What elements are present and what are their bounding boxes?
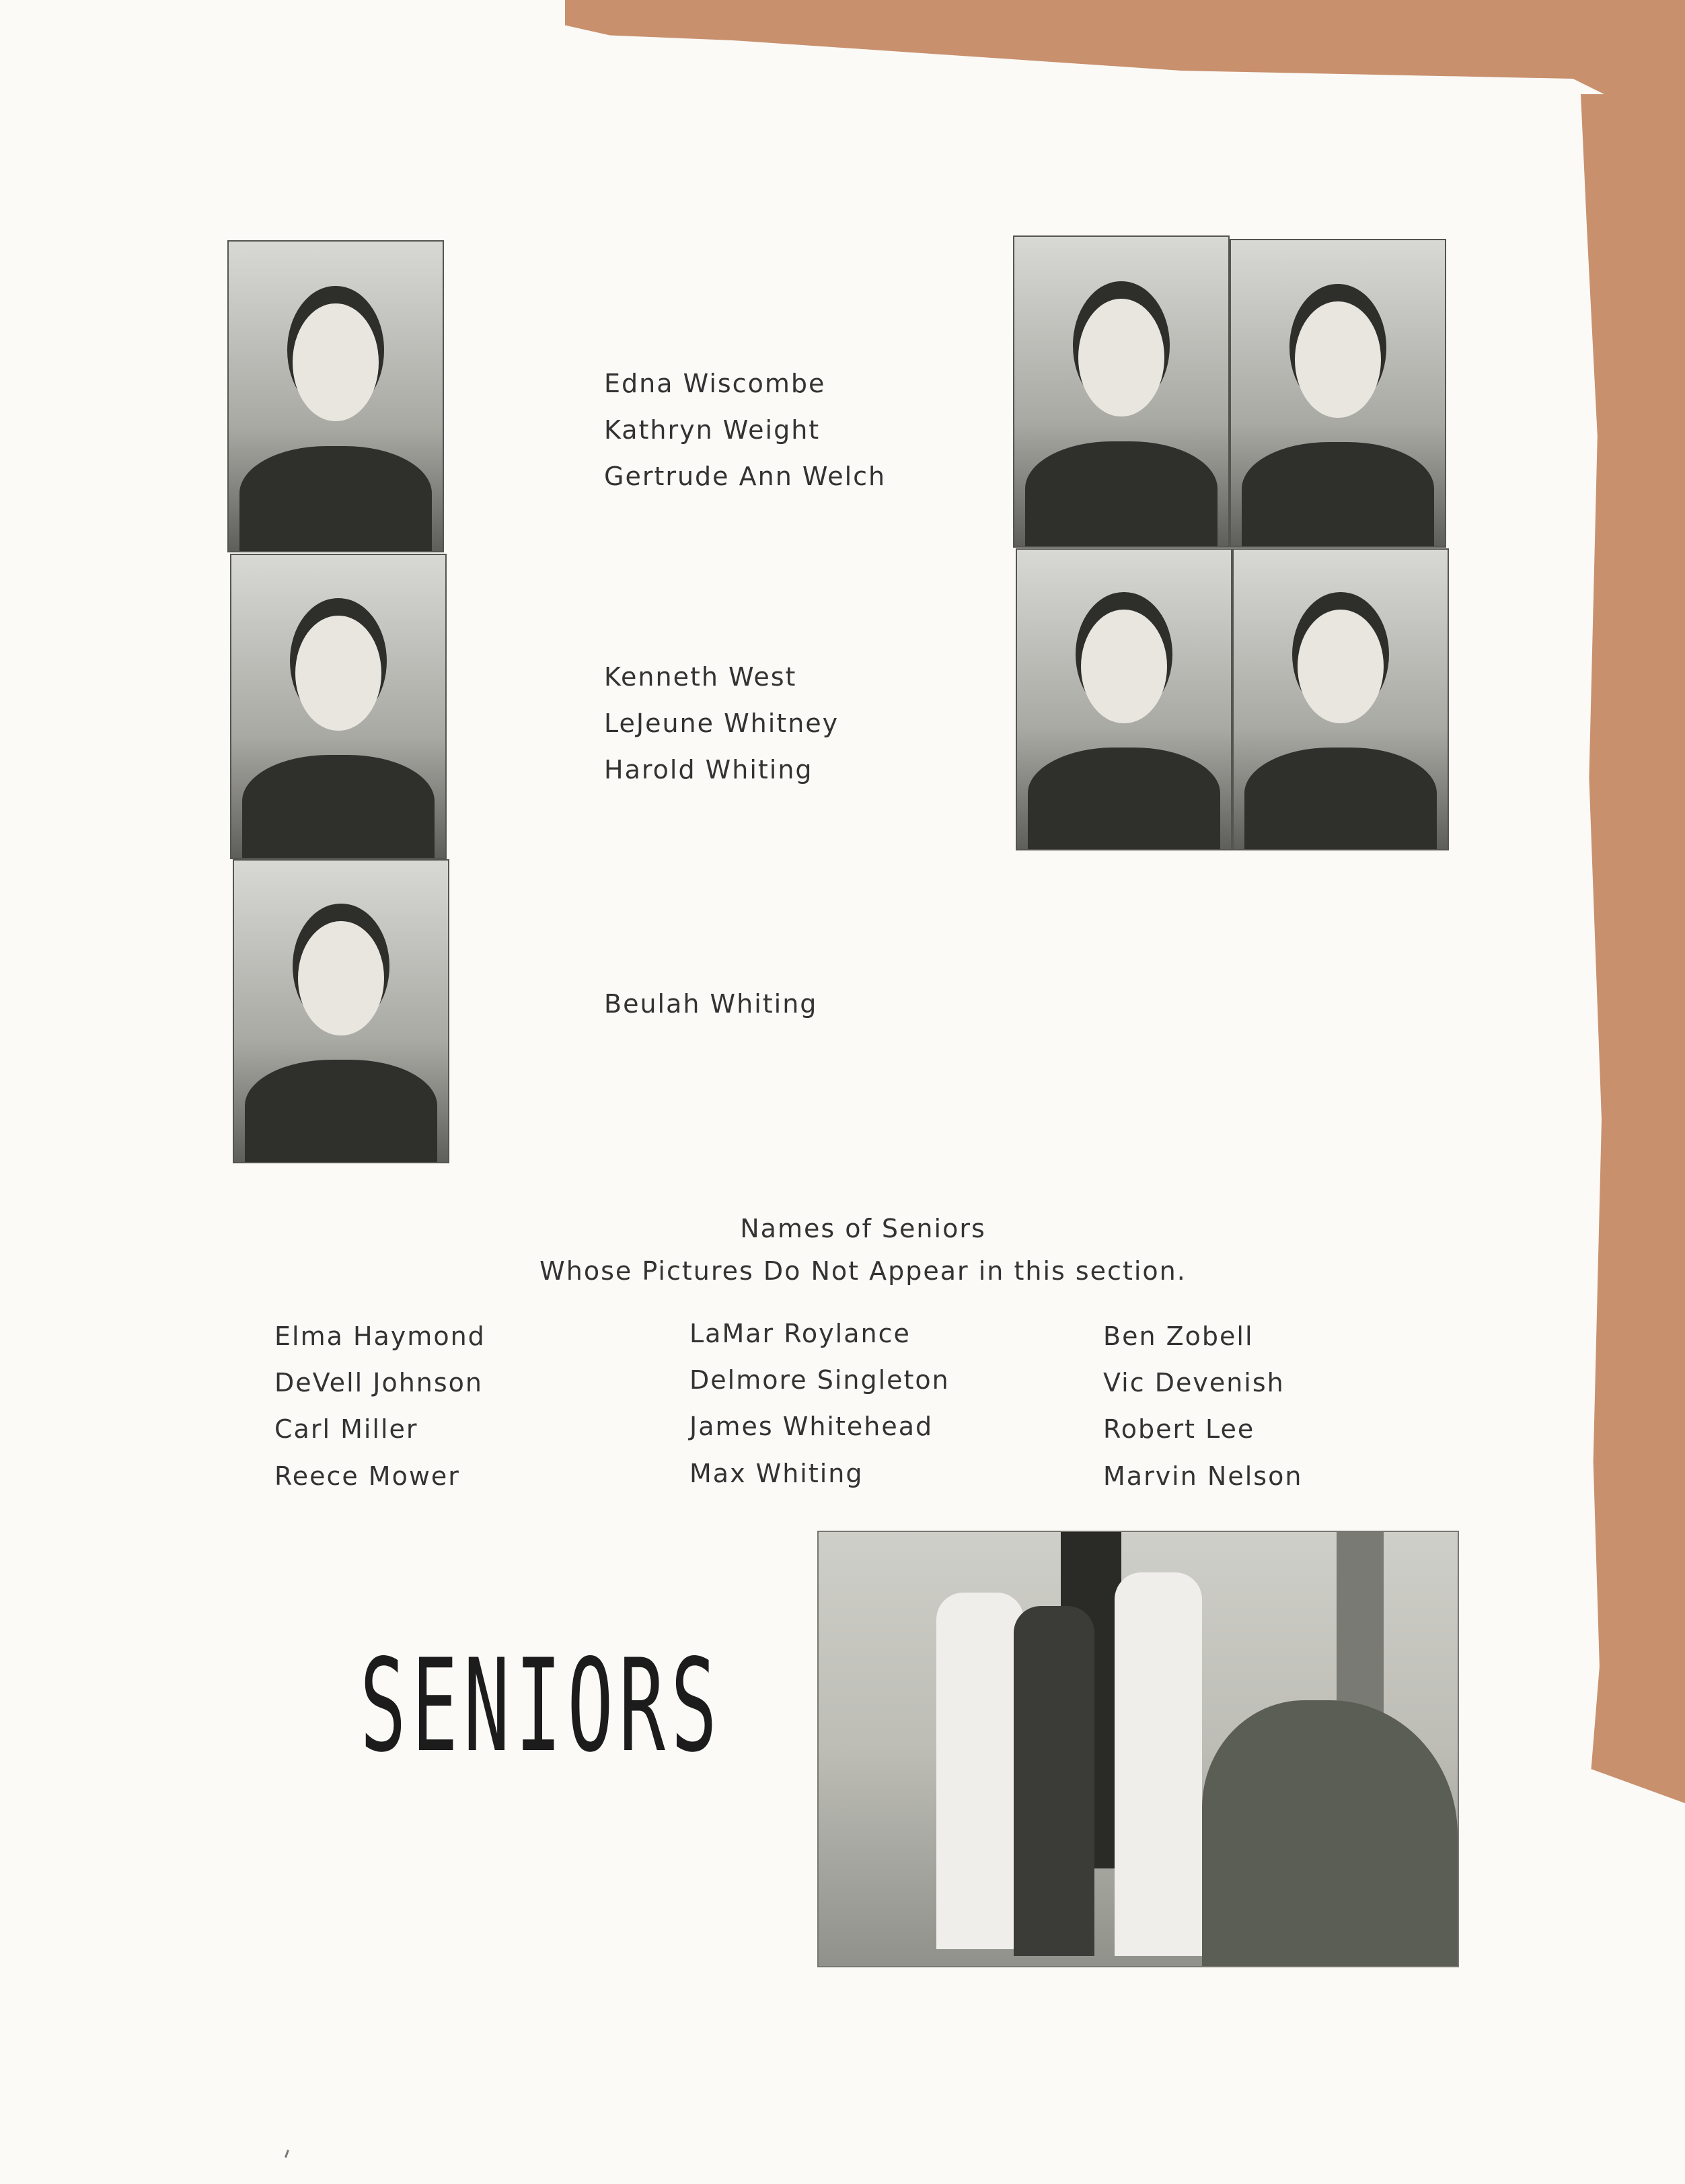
portrait-photo-1: [227, 240, 444, 552]
portrait-photo-2: [230, 554, 447, 859]
missing-name: Robert Lee: [1103, 1414, 1255, 1444]
decorative-corner-right: [1581, 94, 1685, 1803]
stray-mark: [285, 2150, 289, 2158]
missing-pictures-caption-line1: Names of Seniors: [740, 1214, 986, 1243]
missing-name: Delmore Singleton: [689, 1365, 950, 1395]
missing-name: Marvin Nelson: [1103, 1461, 1303, 1491]
senior-name: Edna Wiscombe: [604, 369, 826, 398]
missing-pictures-caption-line2: Whose Pictures Do Not Appear in this section.: [539, 1256, 1187, 1286]
section-title: SENIORS: [360, 1632, 723, 1780]
missing-name: Elma Haymond: [274, 1321, 486, 1351]
senior-name: Kathryn Weight: [604, 415, 821, 445]
senior-name: Kenneth West: [604, 662, 797, 692]
portrait-photo-7: [1232, 548, 1449, 850]
senior-name: LeJeune Whitney: [604, 708, 839, 738]
senior-name: Beulah Whiting: [604, 989, 818, 1019]
missing-name: Ben Zobell: [1103, 1321, 1254, 1351]
missing-name: Vic Devenish: [1103, 1368, 1285, 1397]
portrait-photo-6: [1016, 548, 1232, 850]
portrait-photo-5: [1230, 239, 1446, 548]
group-photo: [817, 1531, 1459, 1967]
missing-name: Max Whiting: [689, 1459, 864, 1488]
senior-name: Gertrude Ann Welch: [604, 462, 887, 491]
senior-name: Harold Whiting: [604, 755, 813, 785]
missing-name: James Whitehead: [689, 1412, 934, 1441]
missing-name: DeVell Johnson: [274, 1368, 484, 1397]
decorative-corner-top: [565, 0, 1685, 101]
portrait-photo-3: [233, 859, 449, 1163]
missing-name: Reece Mower: [274, 1461, 460, 1491]
missing-name: LaMar Roylance: [689, 1319, 911, 1348]
portrait-photo-4: [1013, 235, 1230, 548]
missing-name: Carl Miller: [274, 1414, 418, 1444]
